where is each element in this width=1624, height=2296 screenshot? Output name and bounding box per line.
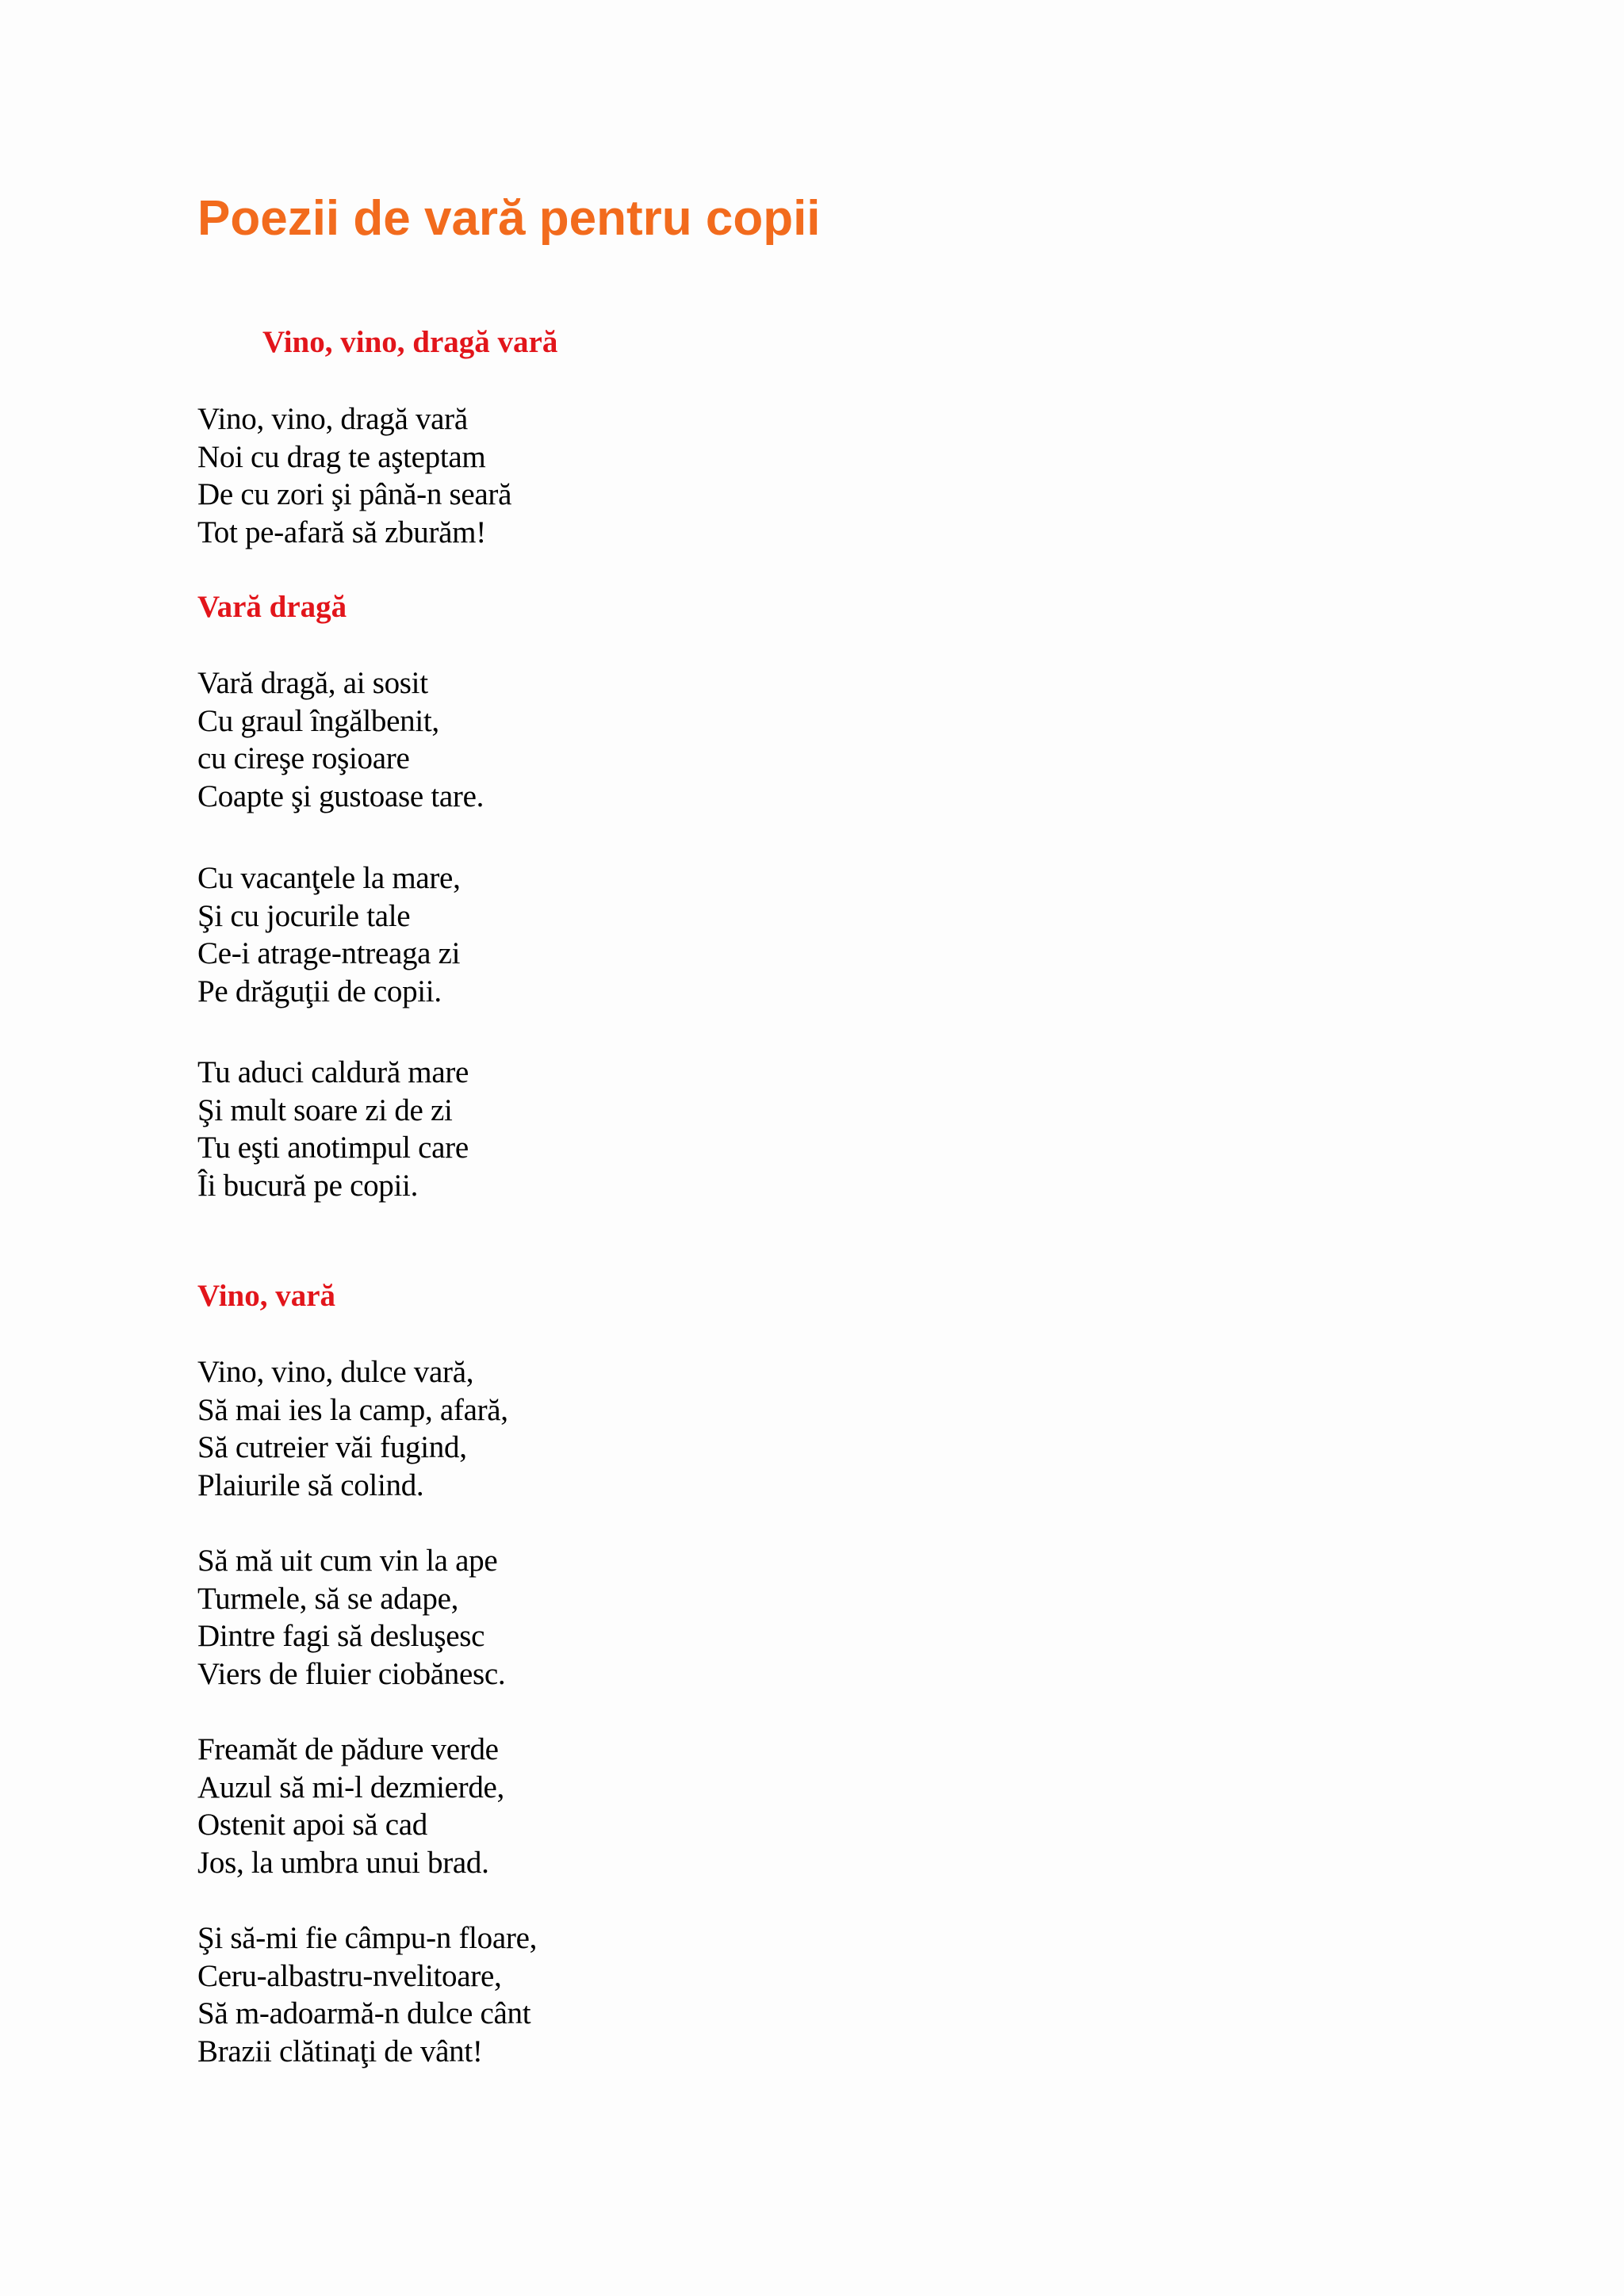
poem-stanza: [197, 1353, 508, 1504]
poem-line: Şi să-mi fie câmpu-n floare,: [197, 1921, 538, 1955]
poem-line: Tu eşti anotimpul care: [197, 1131, 469, 1165]
poem-title: Vino, vară: [197, 1279, 336, 1313]
poem-stanza: [197, 1054, 469, 1204]
poem-title: Vară dragă: [197, 590, 347, 624]
poem-line: Brazii clătinaţi de vânt!: [197, 2034, 483, 2068]
poem-title: Vino, vino, dragă vară: [262, 325, 558, 359]
poem-line: Dintre fagi să desluşesc: [197, 1619, 485, 1653]
poem-line: Coapte şi gustoase tare.: [197, 779, 485, 813]
poem-line: Să cutreier văi fugind,: [197, 1430, 467, 1464]
poem-stanza: [197, 1731, 504, 1881]
poem-line: Ceru-albastru-nvelitoare,: [197, 1958, 502, 1993]
poem-line: Vară dragă, ai sosit: [197, 666, 428, 700]
poem-line: Auzul să mi-l dezmierde,: [197, 1770, 504, 1804]
poem-line: Jos, la umbra unui brad.: [197, 1845, 489, 1880]
poem-line: Ce-i atrage-ntreaga zi: [197, 936, 461, 970]
poem-line: Îi bucură pe copii.: [197, 1168, 419, 1203]
poem-line: cu cireşe roşioare: [197, 741, 410, 775]
poem-line: Tu aduci caldură mare: [197, 1055, 469, 1089]
page-title: Poezii de vară pentru copii: [197, 191, 821, 246]
poem-stanza: [197, 1542, 505, 1693]
poem-line: Tot pe-afară să zburăm!: [197, 515, 486, 549]
poem-line: Să mă uit cum vin la ape: [197, 1544, 498, 1578]
poem-line: Şi mult soare zi de zi: [197, 1093, 453, 1127]
poem-line: Turmele, să se adape,: [197, 1581, 459, 1616]
poem-line: Pe drăguţii de copii.: [197, 974, 442, 1008]
poem-line: Cu graul îngălbenit,: [197, 703, 439, 738]
poem-line: Noi cu drag te aşteptam: [197, 439, 486, 474]
poem-line: Ostenit apoi să cad: [197, 1808, 427, 1842]
poem-line: Cu vacanţele la mare,: [197, 861, 461, 895]
poem-line: Şi cu jocurile tale: [197, 898, 411, 933]
poem-line: De cu zori şi până-n seară: [197, 477, 512, 511]
poem-line: Viers de fluier ciobănesc.: [197, 1656, 506, 1691]
poem-line: Să m-adoarmă-n dulce cânt: [197, 1996, 531, 2030]
poem-stanza: [197, 664, 484, 815]
poem-stanza: [197, 400, 511, 551]
poem-stanza: [197, 859, 461, 1010]
poem-line: Vino, vino, dulce vară,: [197, 1355, 474, 1389]
poem-stanza: [197, 1919, 537, 2070]
poem-line: Freamăt de pădure verde: [197, 1732, 499, 1766]
poem-line: Să mai ies la camp, afară,: [197, 1392, 508, 1427]
poem-line: Vino, vino, dragă vară: [197, 402, 468, 436]
poem-line: Plaiurile să colind.: [197, 1468, 424, 1502]
